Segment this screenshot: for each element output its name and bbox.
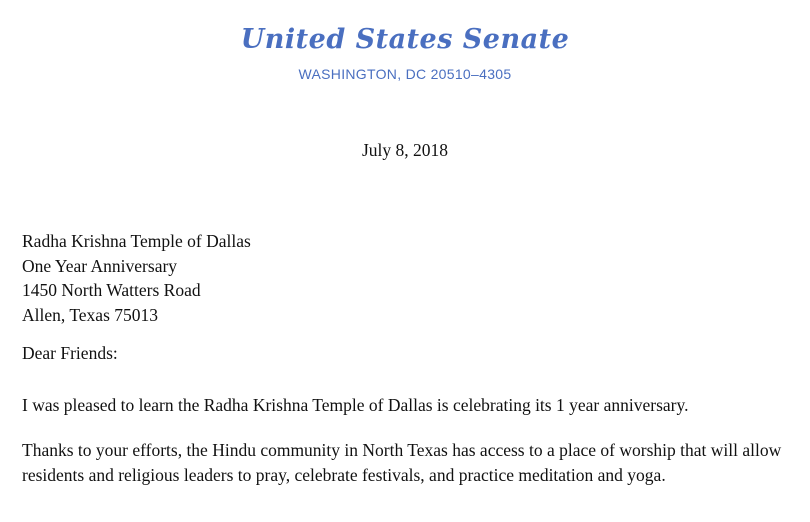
recipient-line: One Year Anniversary: [22, 255, 178, 276]
body-paragraph: Thanks to your efforts, the Hindu community in North Texas has access to a place of worship that will allow residents and religious leaders to pray, celebrate festivals, and practice meditation and yoga.: [22, 440, 782, 485]
recipient-line: 1450 North Watters Road: [22, 280, 201, 300]
recipient-line: Allen, Texas 75013: [22, 304, 159, 325]
letterhead-address: WASHINGTON, DC 20510–4305: [298, 66, 512, 82]
recipient-block: [22, 229, 251, 327]
recipient-line: Radha Krishna Temple of Dallas: [22, 231, 251, 251]
letter-date: July 8, 2018: [361, 140, 449, 160]
salutation: Dear Friends:: [22, 343, 118, 363]
body-paragraph: I was pleased to learn the Radha Krishna Temple of Dallas is celebrating its 1 year anniversary.: [22, 395, 689, 415]
letterhead-title: United States Senate: [240, 24, 570, 55]
